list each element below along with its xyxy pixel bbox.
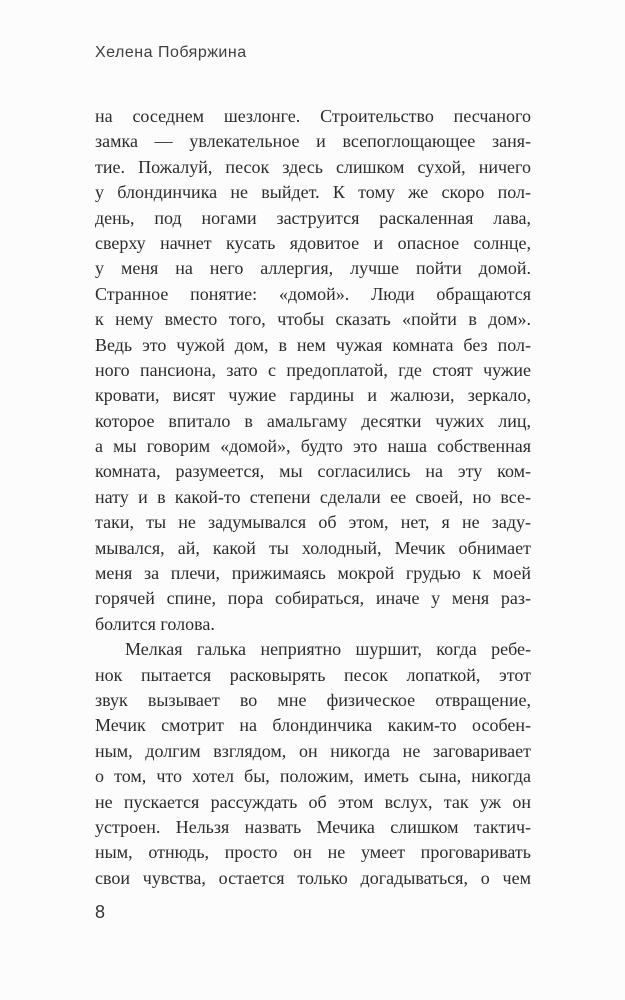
text-line: горячей спине, пора собираться, иначе у меня раз-	[95, 588, 531, 609]
text-line: сверху начнет кусать ядовитое и опасное солнце,	[95, 232, 531, 253]
text-line: а мы говорим «домой», будто это наша собственная	[95, 436, 531, 457]
text-line: у меня на него аллергия, лучше пойти домой.	[95, 258, 531, 279]
text-line: звук вызывает во мне физическое отвращение,	[95, 689, 531, 710]
text-line: меня за плечи, прижимаясь мокрой грудью к моей	[95, 563, 531, 584]
text-line: Мечик смотрит на блондинчика каким-то особен-	[95, 715, 531, 736]
text-line: нок пытается расковырять песок лопаткой, этот	[95, 664, 531, 685]
text-line: нату и в какой-то степени сделали ее своей, но все-	[95, 486, 531, 507]
text-line: кровати, висят чужие гардины и жалюзи, зеркало,	[95, 385, 531, 406]
text-line: тие. Пожалуй, песок здесь слишком сухой, ничего	[95, 156, 531, 177]
text-line: Ведь это чужой дом, в нем чужая комната без пол-	[95, 334, 531, 355]
running-header-author: Хелена Побяржина	[95, 44, 247, 61]
text-line: о том, что хотел бы, положим, иметь сына, никогда	[95, 766, 531, 787]
text-line: у блондинчика не выйдет. К тому же скоро пол-	[95, 182, 531, 203]
text-line: ным, отнюдь, просто он не умеет проговаривать	[95, 842, 531, 863]
text-line: которое впитало в амальгаму десятки чужих лиц,	[95, 410, 531, 431]
text-line: замка — увлекательное и всепоглощающее заня-	[95, 131, 531, 152]
text-line: не пускается рассуждать об этом вслух, так уж он	[95, 791, 531, 812]
text-line: свои чувства, остается только догадываться, о чем	[95, 867, 531, 888]
text-line: комната, разумеется, мы согласились на эту ком-	[95, 461, 531, 482]
text-line-paragraph-end: болится голова.	[95, 613, 215, 634]
text-line: ного пансиона, зато с предоплатой, где стоят чужие	[95, 359, 531, 380]
text-line: день, под ногами заструится раскаленная лава,	[95, 207, 531, 228]
text-line: на соседнем шезлонге. Строительство песчаного	[95, 106, 531, 126]
text-line: таки, ты не задумывался об этом, нет, я не заду-	[95, 512, 531, 533]
page-text-block	[95, 104, 531, 891]
text-line: Странное понятие: «домой». Люди обращаются	[95, 283, 531, 304]
text-line: устроен. Нельзя назвать Мечика слишком тактич-	[95, 816, 531, 837]
text-line-paragraph-start: Мелкая галька неприятно шуршит, когда ребе-	[125, 639, 531, 660]
text-line: ным, долгим взглядом, он никогда не заговаривает	[95, 740, 531, 761]
page-number: 8	[95, 902, 106, 922]
text-line: к нему вместо того, чтобы сказать «пойти в дом».	[95, 309, 531, 330]
text-line: мывался, ай, какой ты холодный, Мечик обнимает	[95, 537, 531, 558]
